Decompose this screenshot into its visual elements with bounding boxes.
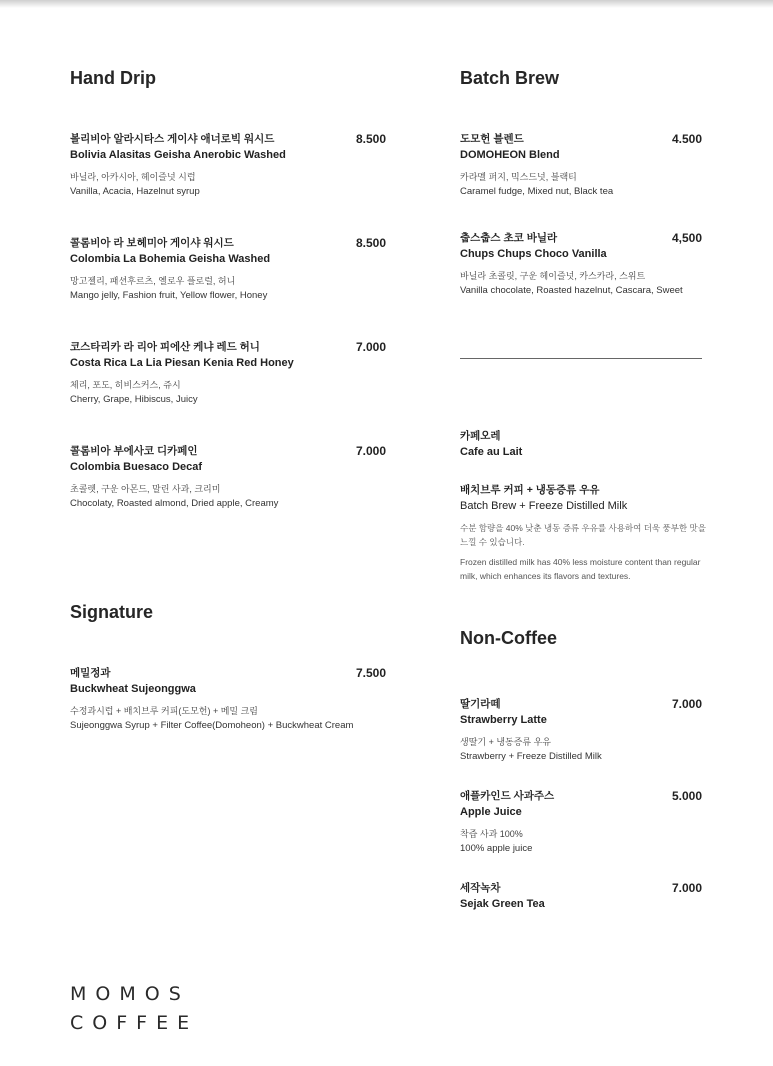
item-name-english: Colombia La Bohemia Geisha Washed — [70, 253, 271, 265]
menu-item — [70, 340, 386, 407]
item-desc-korean: 체리, 포도, 히비스커스, 쥬시 — [70, 380, 181, 390]
cafe-au-lait-block — [460, 429, 702, 460]
item-desc-korean: 착즙 사과 100% — [460, 829, 523, 839]
item-desc-english: Caramel fudge, Mixed nut, Black tea — [460, 186, 614, 197]
item-price: 8.500 — [355, 132, 386, 146]
item-price: 7.000 — [355, 340, 386, 354]
item-price: 4.500 — [671, 132, 702, 146]
item-price: 7.000 — [671, 697, 702, 711]
item-desc-english: Vanilla, Acacia, Hazelnut syrup — [70, 186, 200, 197]
item-desc-korean: 초콜렛, 구운 아몬드, 말린 사과, 크리미 — [70, 484, 221, 494]
item-price: 7.500 — [355, 666, 386, 680]
section-title-batch-brew: Batch Brew — [460, 68, 560, 88]
item-name-korean: 메밀정과 — [70, 667, 111, 679]
item-name-english: Sejak Green Tea — [460, 898, 545, 910]
menu-item — [70, 132, 386, 199]
item-name-english: Buckwheat Sujeonggwa — [70, 683, 196, 695]
menu-item — [70, 666, 386, 733]
item-name-korean: 도모헌 블렌드 — [460, 133, 524, 145]
item-name-korean: 카페오레 — [460, 430, 501, 442]
menu-item — [70, 444, 386, 511]
item-desc-english: Vanilla chocolate, Roasted hazelnut, Cascara, Sweet — [460, 285, 683, 296]
menu-item — [460, 881, 702, 912]
item-desc-korean: 카라멜 퍼지, 믹스드넛, 블랙티 — [460, 172, 577, 182]
menu-item — [460, 697, 702, 764]
item-name-korean: 세작녹차 — [460, 882, 501, 894]
item-name-english: Colombia Buesaco Decaf — [70, 461, 203, 473]
section-title-non-coffee: Non-Coffee — [460, 628, 557, 648]
item-name-korean: 콜롬비아 라 보헤미아 게이샤 워시드 — [70, 237, 234, 249]
section-divider — [460, 358, 702, 359]
item-desc-english: Mango jelly, Fashion fruit, Yellow flower, Honey — [70, 290, 268, 301]
logo-line-2: COFFEE — [70, 1012, 199, 1034]
item-desc-korean: 생딸기 + 냉동증류 우유 — [460, 737, 552, 747]
item-price: 5.000 — [671, 789, 702, 803]
item-name-korean: 애플카인드 사과주스 — [460, 790, 555, 802]
subtitle-korean: 배치브루 커피 + 냉동증류 우유 — [460, 484, 600, 496]
item-desc-korean: 바닐라 초콜릿, 구운 헤이즐넛, 카스카라, 스위트 — [460, 271, 646, 281]
cafe-au-lait-subtitle — [460, 483, 702, 514]
item-name-english: Chups Chups Choco Vanilla — [460, 248, 607, 260]
item-desc-korean: 망고젤리, 패션후르츠, 옐로우 플로럴, 허니 — [70, 276, 236, 286]
item-name-english: Apple Juice — [460, 806, 522, 818]
section-title-hand-drip: Hand Drip — [70, 68, 157, 88]
subtitle-english: Batch Brew + Freeze Distilled Milk — [460, 500, 628, 512]
brand-logo — [70, 980, 198, 1038]
item-price: 7.000 — [671, 881, 702, 895]
item-name-english: Costa Rica La Lia Piesan Kenia Red Honey — [70, 357, 294, 369]
item-desc-english: Strawberry + Freeze Distilled Milk — [460, 751, 602, 762]
item-desc-korean: 바닐라, 아카시아, 헤이즐넛 시럽 — [70, 172, 196, 182]
item-name-korean: 춥스춥스 초코 바닐라 — [460, 232, 558, 244]
item-name-korean: 콜롬비아 부에사코 디카페인 — [70, 445, 198, 457]
item-price: 4,500 — [671, 231, 702, 245]
item-name-korean: 볼리비아 알라시타스 게이샤 애너로빅 워시드 — [70, 133, 275, 145]
item-price: 8.500 — [355, 236, 386, 250]
item-price: 7.000 — [355, 444, 386, 458]
menu-item — [460, 132, 702, 199]
item-name-english: Cafe au Lait — [460, 446, 523, 458]
item-desc-english: 100% apple juice — [460, 843, 533, 854]
logo-line-1: MOMOS — [70, 983, 190, 1005]
menu-item — [460, 789, 702, 856]
item-name-korean: 딸기라떼 — [460, 698, 501, 710]
item-desc-english: Sujeonggwa Syrup + Filter Coffee(Domoheon) + Buckwheat Cream — [70, 720, 354, 731]
left-column — [70, 0, 386, 1066]
note-english: Frozen distilled milk has 40% less moisture content than regular milk, which enhances its flavors and textures. — [460, 557, 701, 581]
right-column — [460, 0, 706, 1066]
note-korean: 수분 함량을 40% 낮춘 냉동 증류 우유를 사용하여 더욱 풍부한 맛을 느낄 수 있습니다. — [460, 523, 706, 547]
item-name-english: DOMOHEON Blend — [460, 149, 560, 161]
menu-item — [70, 236, 386, 303]
item-name-english: Strawberry Latte — [460, 714, 547, 726]
item-name-english: Bolivia Alasitas Geisha Anerobic Washed — [70, 149, 286, 161]
item-desc-english: Chocolaty, Roasted almond, Dried apple, Creamy — [70, 498, 279, 509]
section-title-signature: Signature — [70, 602, 154, 622]
item-name-korean: 코스타리카 라 리아 피에산 케냐 레드 허니 — [70, 341, 260, 353]
menu-item — [460, 231, 702, 298]
item-desc-english: Cherry, Grape, Hibiscus, Juicy — [70, 394, 198, 405]
item-desc-korean: 수정과시럽 + 배치브루 커피(도모헌) + 메밀 크림 — [70, 706, 259, 716]
